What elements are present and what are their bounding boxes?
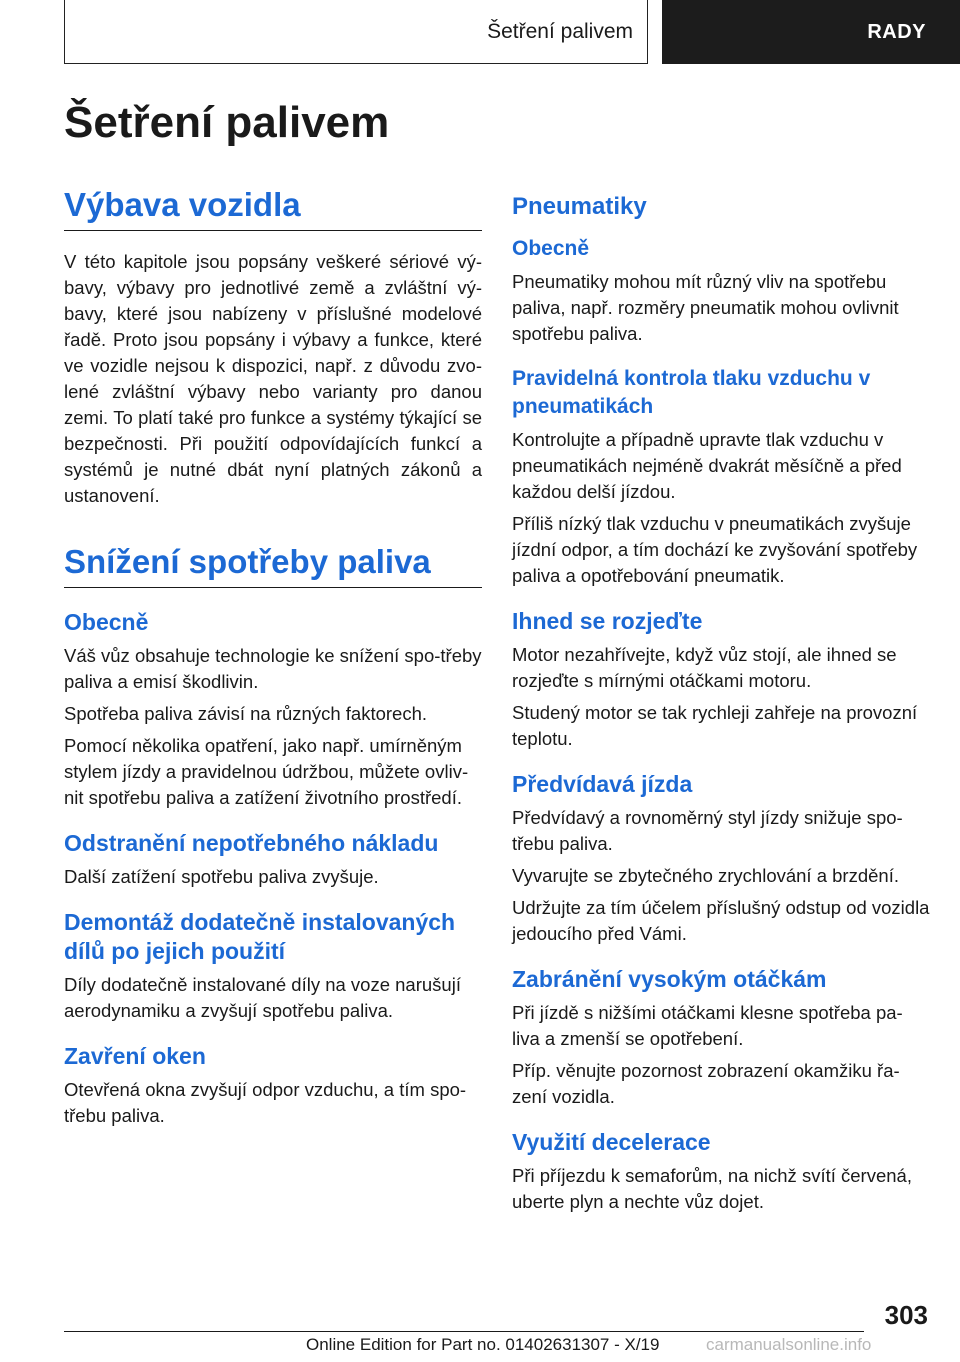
header-section-tab — [64, 0, 648, 64]
section-title-reduction: Snížení spotřeby paliva — [64, 543, 482, 588]
header-chapter-label: RADY — [867, 20, 926, 43]
subsection-title-general: Obecně — [64, 609, 149, 635]
anticipate-paragraph-3: Udržujte za tím účelem příslušný odstup od vozidla jedoucího před Vámi. — [512, 897, 930, 944]
drive-paragraph-1: Motor nezahřívejte, když vůz stojí, ale ihned se rozjeďte s mírnými otáčkami motoru. — [512, 644, 897, 691]
parts-paragraph: Díly dodatečně instalované díly na voze narušují aerodynamiku a zvyšují spotřebu paliva. — [64, 974, 461, 1021]
subsection-title-drive: Ihned se rozjeďte — [512, 608, 703, 634]
windows-paragraph: Otevřená okna zvyšují odpor vzduchu, a tím spo-třebu paliva. — [64, 1079, 467, 1126]
anticipate-paragraph-2: Vyvarujte se zbytečného zrychlování a brzdění. — [512, 865, 899, 886]
general-paragraph-2: Spotřeba paliva závisí na různých faktorech. — [64, 703, 427, 724]
watermark: carmanualsonline.info — [706, 1335, 872, 1354]
equipment-text: V této kapitole jsou popsány veškeré sériové vý-bavy, výbavy pro jednotlivé země a zvláštní vý-bavy, které jsou nabízeny v příslušné modelové řadě. Proto jsou popsány i výbavy a funkce, které ve vozidle nejsou k dispozici, např. z důvodu zvo-lené zvláštní výbavy nebo varianty pro danou zemi. To platí také pro funkce a systémy týkající se bezpečnosti. Při použití odpovídajících funkcí a systémů je nutné dbát nyní platných zákonů a ustanovení. — [64, 251, 482, 506]
load-paragraph: Další zatížení spotřebu paliva zvyšuje. — [64, 866, 379, 887]
page-title: Šetření palivem — [64, 98, 390, 147]
general-paragraph-1: Váš vůz obsahuje technologie ke snížení spo-třeby paliva a emisí škodlivin. — [64, 645, 482, 692]
right-column — [512, 186, 930, 1215]
rpm-paragraph-2: Příp. věnujte pozornost zobrazení okamžiku řa-zení vozidla. — [512, 1060, 900, 1107]
header-section-label: Šetření palivem — [487, 19, 633, 43]
pressure-paragraph-1: Kontrolujte a případně upravte tlak vzduchu v pneumatikách nejméně dvakrát měsíčně a před každou delší jízdou. — [512, 429, 902, 502]
pressure-paragraph-2: Příliš nízký tlak vzduchu v pneumatikách zvyšuje jízdní odpor, a tím dochází ke zvyšování spotřeby paliva a opotřebování pneumatik. — [512, 513, 918, 586]
subsection-title-rpm: Zabránění vysokým otáčkám — [512, 966, 827, 992]
general-paragraph-3: Pomocí několika opatření, jako např. umírněným stylem jízdy a pravidelnou údržbou, můžete ovliv-nit spotřebu paliva a zatížení životního prostředí. — [64, 735, 469, 808]
subsection-title-parts: Demontáž dodatečně instalovaných dílů po jejich použití — [64, 909, 456, 964]
rpm-paragraph-1: Při jízdě s nižšími otáčkami klesne spotřeba pa-liva a zmenší se opotřebení. — [512, 1002, 903, 1049]
subsection-title-tyres-general: Obecně — [512, 237, 590, 260]
subsection-title-pressure: Pravidelná kontrola tlaku vzduchu v pneumatikách — [512, 367, 871, 418]
section-title-equipment: Výbava vozidla — [64, 186, 482, 231]
drive-paragraph-2: Studený motor se tak rychleji zahřeje na provozní teplotu. — [512, 702, 918, 749]
header-chapter-tab — [662, 0, 960, 64]
subsection-title-windows: Zavření oken — [64, 1043, 206, 1069]
footer-divider — [64, 1331, 864, 1332]
tyres-general-paragraph: Pneumatiky mohou mít různý vliv na spotřebu paliva, např. rozměry pneumatik mohou ovlivnit spotřebu paliva. — [512, 271, 899, 344]
footer-edition: Online Edition for Part no. 01402631307 - X/19 — [306, 1335, 660, 1354]
decel-paragraph: Při příjezdu k semaforům, na nichž svítí červená, uberte plyn a nechte vůz dojet. — [512, 1165, 912, 1212]
subsection-title-decel: Využití decelerace — [512, 1129, 711, 1155]
subsection-title-tyres: Pneumatiky — [512, 193, 647, 220]
page-number: 303 — [884, 1300, 928, 1330]
anticipate-paragraph-1: Předvídavý a rovnoměrný styl jízdy snižuje spo-třebu paliva. — [512, 807, 903, 854]
left-column — [64, 186, 482, 1129]
subsection-title-load: Odstranění nepotřebného nákladu — [64, 830, 439, 856]
subsection-title-anticipate: Předvídavá jízda — [512, 771, 693, 797]
